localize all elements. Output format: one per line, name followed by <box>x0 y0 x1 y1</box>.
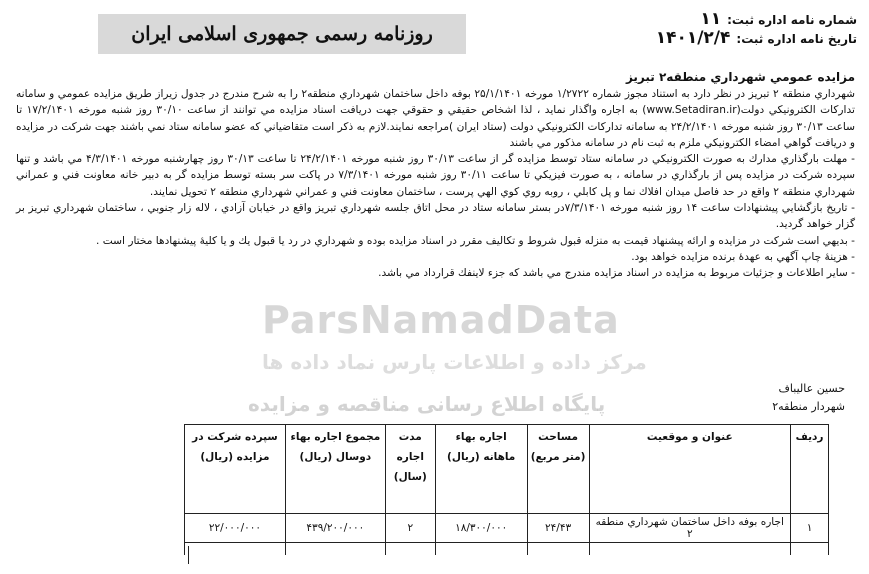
header-area: مساحت (متر مربع) <box>527 425 589 514</box>
cell-deposit: ۲۲/۰۰۰/۰۰۰ <box>185 514 286 543</box>
cell-duration: ۲ <box>385 514 435 543</box>
watermark-line-1: مرکز داده و اطلاعات پارس نماد داده ها <box>262 350 647 374</box>
registration-number-value: ۱۱ <box>700 9 722 29</box>
notice-paragraph: - ساير اطلاعات و جزئيات مربوط به مزايده در اسناد مزايده مندرج مي باشد كه جزء لاينفك قرارداد مي باشد. <box>378 267 855 280</box>
header-row-number: رديف <box>791 425 829 514</box>
empty-cell <box>185 543 286 556</box>
header-deposit: سپرده شركت در مزايده (ريال) <box>185 425 286 514</box>
registration-date-value: ۱۴۰۱/۲/۴ <box>655 28 731 48</box>
notice-paragraph: - مهلت بارگذاري مدارك به صورت الكترونيكي در سامانه ستاد توسط مزايده گر از ساعت ۳۰/۱۳ روز شنبه مورخه ۲۴/۲/۱۴۰۱ تا ساعت ۳۰/۱۳ روز چهارشنبه مورخه ۴/۳/۱۴۰۱ مي باشد و تنها سپرده شركت در مزايده پس از بارگذاري در سامانه ، به صورت فيزيكي تا ساعت ۳۰/۱۱ روز شنبه مورخه ۷/۳/۱۴۰۱ در پاكت سر بسته توسط مزايده گر به دبير خانه معاونت فني و عمراني شهرداري منطقه ۲ واقع در حد فاصل ميدان افلاك نما و پل كابلي ، روبه روي كوي الهي پرست ، ساختمان معاونت فني و عمراني شهرداري منطقه ۲ تحويل نمايند. <box>16 153 856 198</box>
watermark-brand: ParsNamadData <box>262 298 620 342</box>
header-duration: مدت اجاره (سال) <box>385 425 435 514</box>
masthead-title: روزنامه رسمی جمهوری اسلامی ایران <box>131 23 433 45</box>
notice-paragraph: شهرداري منطقه ۲ تبريز در نظر دارد به استناد مجوز شماره ۱/۲۷۲۲ مورخه ۲۵/۱/۱۴۰۱ بوفه داخل ساختمان شهرداري منطقه۲ را به شرح مندرج در جدول زيراز طريق مزايده عمومي و سامانه تداركات الكترونيكي دولت(www.Setadiran.ir) به اجاره واگذار نمايد ، لذا اشخاص حقيقي و حقوقي جهت دريافت اسناد مزايده مي توانند از ساعت ۳۰/۱۰ روز شنبه مورخه ۱۷/۲/۱۴۰۱ تا ساعت ۳۰/۱۳ روز شنبه مورخه ۲۴/۲/۱۴۰۱ به سامانه تداركات الكترونيكي دولت (ستاد ايران )مراجعه نمايند.لازم به ذكر است متقاضياني كه عضو سامانه ستاد نمي باشند جهت شركت در مزايده و دريافت گواهي امضاء الكترونيكي ملزم به ثبت نام در سامانه مذكور مي باشند <box>16 88 856 149</box>
empty-cell <box>527 543 589 556</box>
header-monthly-rent: اجاره بهاء ماهانه (ريال) <box>435 425 527 514</box>
notice-body <box>16 86 855 282</box>
header-title: عنوان و موقعيت <box>589 425 790 514</box>
notice-paragraph: - تاريخ بازگشايي پيشنهادات ساعت ۱۴ روز شنبه مورخه ۷/۳/۱۴۰۱در بستر سامانه ستاد در محل اتاق جلسه شهرداري تبريز واقع در خيابان آزادي ، لاله زار جنوبي ، ساختمان شهرداري تبريز بر گزار خواهد گرديد. <box>16 202 855 231</box>
cell-monthly-rent: ۱۸/۳۰۰/۰۰۰ <box>435 514 527 543</box>
notice-title: مزايده عمومي شهرداري منطقه۲ تبريز <box>625 70 855 84</box>
watermark-line-2: پایگاه اطلاع رسانی مناقصه و مزایده <box>248 392 606 416</box>
signer-title: شهردار منطقه۲ <box>772 400 845 413</box>
cell-row-number: ۱ <box>791 514 829 543</box>
notice-paragraph: - بديهي است شركت در مزايده و ارائه پيشنهاد قيمت به منزله قبول شروط و تكاليف مقرر در اسناد مزايده بوده و شهرداري در رد يا قبول يك و يا كليهٔ پيشنهادها مختار است . <box>96 234 855 247</box>
auction-table <box>184 424 829 555</box>
empty-cell <box>791 543 829 556</box>
signature-block <box>772 380 845 416</box>
cell-total-rent: ۴۳۹/۲۰۰/۰۰۰ <box>285 514 385 543</box>
newspaper-masthead <box>98 14 466 54</box>
table-row <box>185 514 829 543</box>
header-total-rent: مجموع اجاره بهاء دوسال (ريال) <box>285 425 385 514</box>
table-edge-stroke <box>188 546 189 564</box>
empty-cell <box>589 543 790 556</box>
registration-date-row <box>656 29 857 48</box>
registration-info <box>656 10 857 48</box>
empty-cell <box>435 543 527 556</box>
notice-paragraph: - هزينهٔ چاپ آگهي به عهدهٔ برنده مزايده خواهد بود. <box>631 250 855 263</box>
empty-cell <box>285 543 385 556</box>
table-header-row <box>185 425 829 514</box>
signer-name: حسين عاليباف <box>778 382 845 395</box>
cell-area: ۲۴/۴۳ <box>527 514 589 543</box>
cell-title: اجاره بوفه داخل ساختمان شهرداري منطقه ۲ <box>589 514 790 543</box>
registration-number-row <box>656 10 857 29</box>
registration-number-label: شماره نامه اداره ثبت: <box>727 13 857 27</box>
empty-cell <box>385 543 435 556</box>
registration-date-label: تاريخ نامه اداره ثبت: <box>736 32 857 46</box>
table-row-empty <box>185 543 829 556</box>
